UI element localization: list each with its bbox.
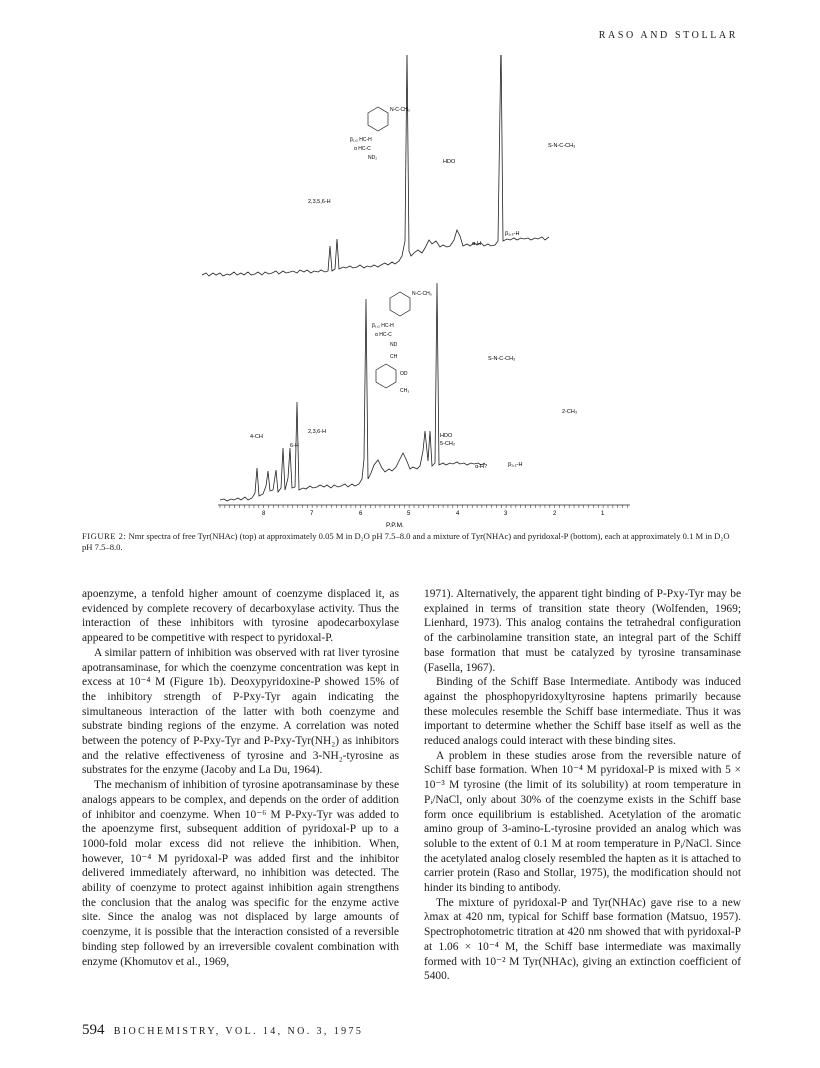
body-paragraph: Binding of the Schiff Base Intermediate. Antibody was induced against the phosphopyridoxyltyrosine haptens primarily because these molecules resemble the Schiff base intermediate. Thus it was important to determine whether the Schiff base itself as well as the reduced analogs could interact with these binding sites. [424, 676, 741, 748]
x-tick-label: 7 [310, 511, 314, 517]
x-tick-label: 8 [262, 511, 266, 517]
figure-caption-text: Nmr spectra of free Tyr(NHAc) (top) at approximately 0.05 M in D₂O pH 7.5–8.0 and a mixture of Tyr(NHAc) and pyridoxal-P (bottom), each at approximately 0.1 M in D₂O pH 7.5–8.0. [82, 531, 730, 552]
bottom-peak-label: HDO [440, 433, 453, 439]
bottom-structure-label: CH [390, 354, 398, 360]
top-peak-label: 2,3,5,6-H [308, 199, 331, 205]
bottom-structure-label: S-N-C-CH₃ [488, 356, 516, 362]
body-paragraph: A problem in these studies arose from the reversible nature of Schiff base formation. When 10⁻⁴ M pyridoxal-P is mixed with 5 × 10⁻³ M tyrosine (the limit of its solubility) at room temperature in Pᵢ/NaCl, only about 30% of the coenzyme exists in the Schiff base form once equilibrium is established. Acetylation of the aromatic amino group of 3-amino-L-tyrosine provided an analog which was soluble to the extent of 0.1 M at room temperature in Pᵢ/NaCl. Since the acetylated analog closely resembled the hapten as it is attached to carrier protein (Raso and Stollar, 1975), the modification should not hinder its binding to antibody. [424, 749, 741, 895]
x-axis-label: P.P.M. [386, 522, 404, 529]
bottom-peak-label: 6-H [290, 443, 299, 449]
bottom-peak-label: α-H? [475, 464, 488, 470]
body-paragraph: The mechanism of inhibition of tyrosine apotransaminase by these analogs appears to be complex, and depends on the order of addition of inhibitor and coenzyme. When 10⁻⁶ M P-Pxy-Tyr was added to the apoenzyme first, subsequent addition of pyridoxal-P up to a 1000-fold molar excess did not relieve the inhibition. When, however, 10⁻⁴ M pyridoxal-P was added first and the inhibitor delivered immediately afterward, no inhibition was detected. The ability of coenzyme to protect against inhibition again strengthens the conclusion that the analog was specific for the enzyme active site. Since the analog was not displaced by large amounts of coenzyme, it is possible that the interaction consisted of a reversible binding step followed by an irreversible covalent combination with enzyme (Khomutov et al., 1969, [82, 779, 399, 968]
bottom-peak-label: 5-CH₂ [440, 441, 455, 447]
top-peak-label: α-H [472, 241, 481, 247]
top-spectrum-trace [202, 55, 549, 276]
bottom-peak-label: 4-CH [250, 434, 263, 440]
running-head: RASO AND STOLLAR [598, 30, 738, 41]
right-column [424, 587, 741, 984]
x-tick-label: 3 [504, 511, 508, 517]
top-structure-label: S-N-C-CH₃ [548, 143, 576, 149]
bottom-spectrum [220, 283, 577, 501]
tyr-nhac-structure [350, 107, 410, 161]
axis-minor-ticks [220, 505, 627, 508]
x-tick-label: 2 [553, 511, 557, 517]
body-paragraph: The mixture of pyridoxal-P and Tyr(NHAc) gave rise to a new λmax at 420 nm, typical for Schiff base formation (Matsuo, 1957). Spectrophotometric titration at 420 nm showed that with pyridoxal-P at 1.06 × 10⁻⁴ M, the Schiff base intermediate was maximally formed with 10⁻² M Tyr(NHAc), giving an extinction coefficient of 5400. [424, 896, 741, 983]
top-structure-label: N-C-CH₃ [390, 107, 410, 113]
bottom-structure-label: OD [400, 371, 408, 377]
bottom-spectrum-trace [220, 283, 488, 501]
bottom-peak-label: β₁,₂-H [508, 462, 523, 468]
nmr-figure [190, 55, 650, 535]
bottom-structure-label: ND [390, 342, 398, 348]
figure-caption [82, 531, 742, 553]
bottom-structure-label: α HC-C [375, 332, 392, 338]
figure-caption-label: FIGURE 2: [82, 531, 127, 541]
x-axis [218, 505, 630, 529]
top-peak-label: β₁,₂-H [505, 231, 520, 237]
top-structure-label: ND₂ [368, 155, 378, 161]
page-footer [82, 1022, 363, 1039]
bottom-peak-label: 2,3,6-H [308, 429, 327, 435]
x-tick-label: 5 [407, 511, 411, 517]
x-tick-label: 6 [359, 511, 363, 517]
left-column [82, 587, 399, 969]
top-spectrum [202, 55, 575, 276]
top-structure-label: β₁,₂ HC-H [350, 137, 372, 143]
body-paragraph: 1971). Alternatively, the apparent tight binding of P-Pxy-Tyr may be explained in terms of transition state theory (Wolfenden, 1969; Lienhard, 1973). This analog contains the tetrahedral configuration of the carbinolamine transition state, an integral part of the Schiff base formation that must be catalyzed by tyrosine transaminase (Fasella, 1967). [424, 588, 741, 674]
bottom-structure-label: CH₃ [400, 388, 410, 394]
bottom-structure-label: N-C-CH₃ [412, 291, 432, 297]
body-paragraph: apoenzyme, a tenfold higher amount of coenzyme displaced it, as evidenced by complete recovery of decarboxylase activity. Thus the interaction of these inhibitors with tyrosine apodecarboxylase appeared to be competitive with respect to pyridoxal-P. [82, 588, 399, 645]
page-number: 594 [82, 1022, 105, 1038]
x-tick-label: 4 [456, 511, 460, 517]
bottom-structure-label: β₁,₂ HC-H [372, 323, 394, 329]
schiff-base-structure [372, 291, 432, 394]
top-peak-label: HDO [443, 159, 456, 165]
top-structure-label: α HC-C [354, 146, 371, 152]
x-tick-label: 1 [601, 511, 605, 517]
body-paragraph: A similar pattern of inhibition was observed with rat liver tyrosine apotransaminase, for which the coenzyme concentration was kept in excess at 10⁻⁴ M (Figure 1b). Deoxypyridoxine-P showed 15% of the inhibitory strength of P-Pxy-Tyr again indicating the simultaneous interaction of the latter with both coenzyme and substrate binding regions of the enzyme. A correlation was noted between the potency of P-Pxy-Tyr and P-Pxy-Tyr(NH₂) as inhibitors and the relative effectiveness of tyrosine and 3-NH₂-tyrosine as substrates for the enzyme (Jacoby and La Du, 1964). [82, 646, 399, 777]
bottom-peak-label: 2-CH₃ [562, 409, 578, 415]
journal-citation: BIOCHEMISTRY, VOL. 14, NO. 3, 1975 [113, 1026, 364, 1037]
